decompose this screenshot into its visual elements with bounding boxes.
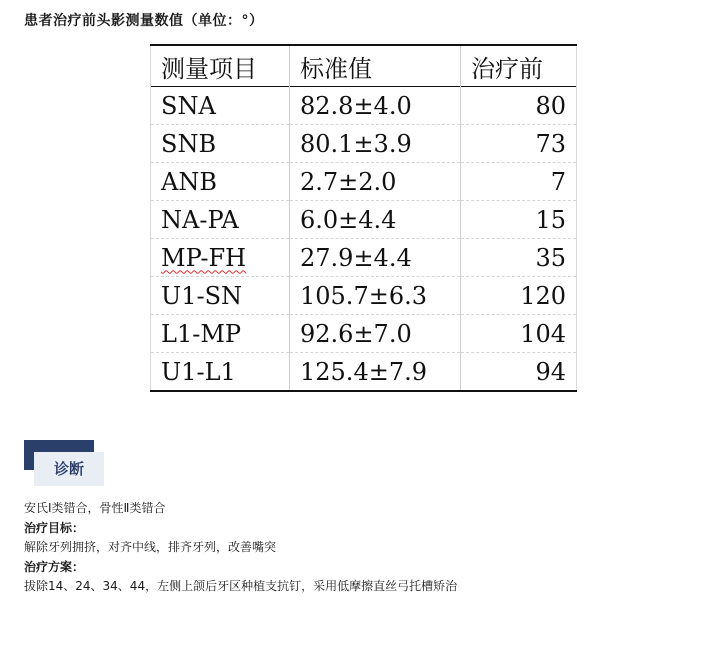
table-row	[151, 239, 577, 277]
table-row	[151, 201, 577, 239]
treatment-plan-text: 拔除14、24、34、44，左侧上颌后牙区种植支抗钉，采用低摩擦直丝弓托槽矫治	[24, 579, 458, 593]
header-item: 测量项目	[151, 45, 290, 87]
cell-item: ANB	[151, 163, 290, 201]
table-row	[151, 125, 577, 163]
header-standard: 标准值	[290, 45, 461, 87]
cell-item: SNB	[151, 125, 290, 163]
diagnosis-heading: 诊断	[34, 452, 104, 486]
cell-before: 104	[461, 315, 577, 353]
cell-standard: 105.7±6.3	[290, 277, 461, 315]
table-row	[151, 353, 577, 392]
treatment-goal-label: 治疗目标：	[24, 520, 85, 535]
cell-standard: 6.0±4.4	[290, 201, 461, 239]
table-row	[151, 87, 577, 125]
cell-item: U1-SN	[151, 277, 290, 315]
header-before: 治疗前	[461, 45, 577, 87]
measurement-table	[150, 44, 577, 392]
diagnosis-text: 安氏Ⅰ类错合，骨性Ⅱ类错合	[24, 501, 166, 515]
cell-standard: 92.6±7.0	[290, 315, 461, 353]
diagnosis-section-header	[24, 440, 104, 486]
cell-before: 73	[461, 125, 577, 163]
cell-standard: 2.7±2.0	[290, 163, 461, 201]
cell-before: 94	[461, 353, 577, 392]
treatment-plan-label: 治疗方案：	[24, 559, 85, 574]
cell-item: L1-MP	[151, 315, 290, 353]
treatment-goal-text: 解除牙列拥挤，对齐中线，排齐牙列，改善嘴突	[24, 540, 277, 554]
measurement-table-container	[150, 44, 577, 392]
cell-standard: 125.4±7.9	[290, 353, 461, 392]
table-header-row	[151, 45, 577, 87]
page-title: 患者治疗前头影测量数值（单位：°）	[24, 13, 264, 29]
table-row	[151, 315, 577, 353]
cell-standard: 80.1±3.9	[290, 125, 461, 163]
cell-item	[151, 239, 290, 277]
cell-before: 15	[461, 201, 577, 239]
cell-standard: 27.9±4.4	[290, 239, 461, 277]
cell-standard: 82.8±4.0	[290, 87, 461, 125]
table-row	[151, 163, 577, 201]
cell-item: U1-L1	[151, 353, 290, 392]
diagnosis-content	[24, 499, 457, 597]
cell-item: SNA	[151, 87, 290, 125]
spellcheck-marked-text: MP-FH	[161, 243, 247, 272]
cell-item: NA-PA	[151, 201, 290, 239]
cell-before: 120	[461, 277, 577, 315]
cell-before: 80	[461, 87, 577, 125]
cell-before: 35	[461, 239, 577, 277]
table-row	[151, 277, 577, 315]
cell-before: 7	[461, 163, 577, 201]
